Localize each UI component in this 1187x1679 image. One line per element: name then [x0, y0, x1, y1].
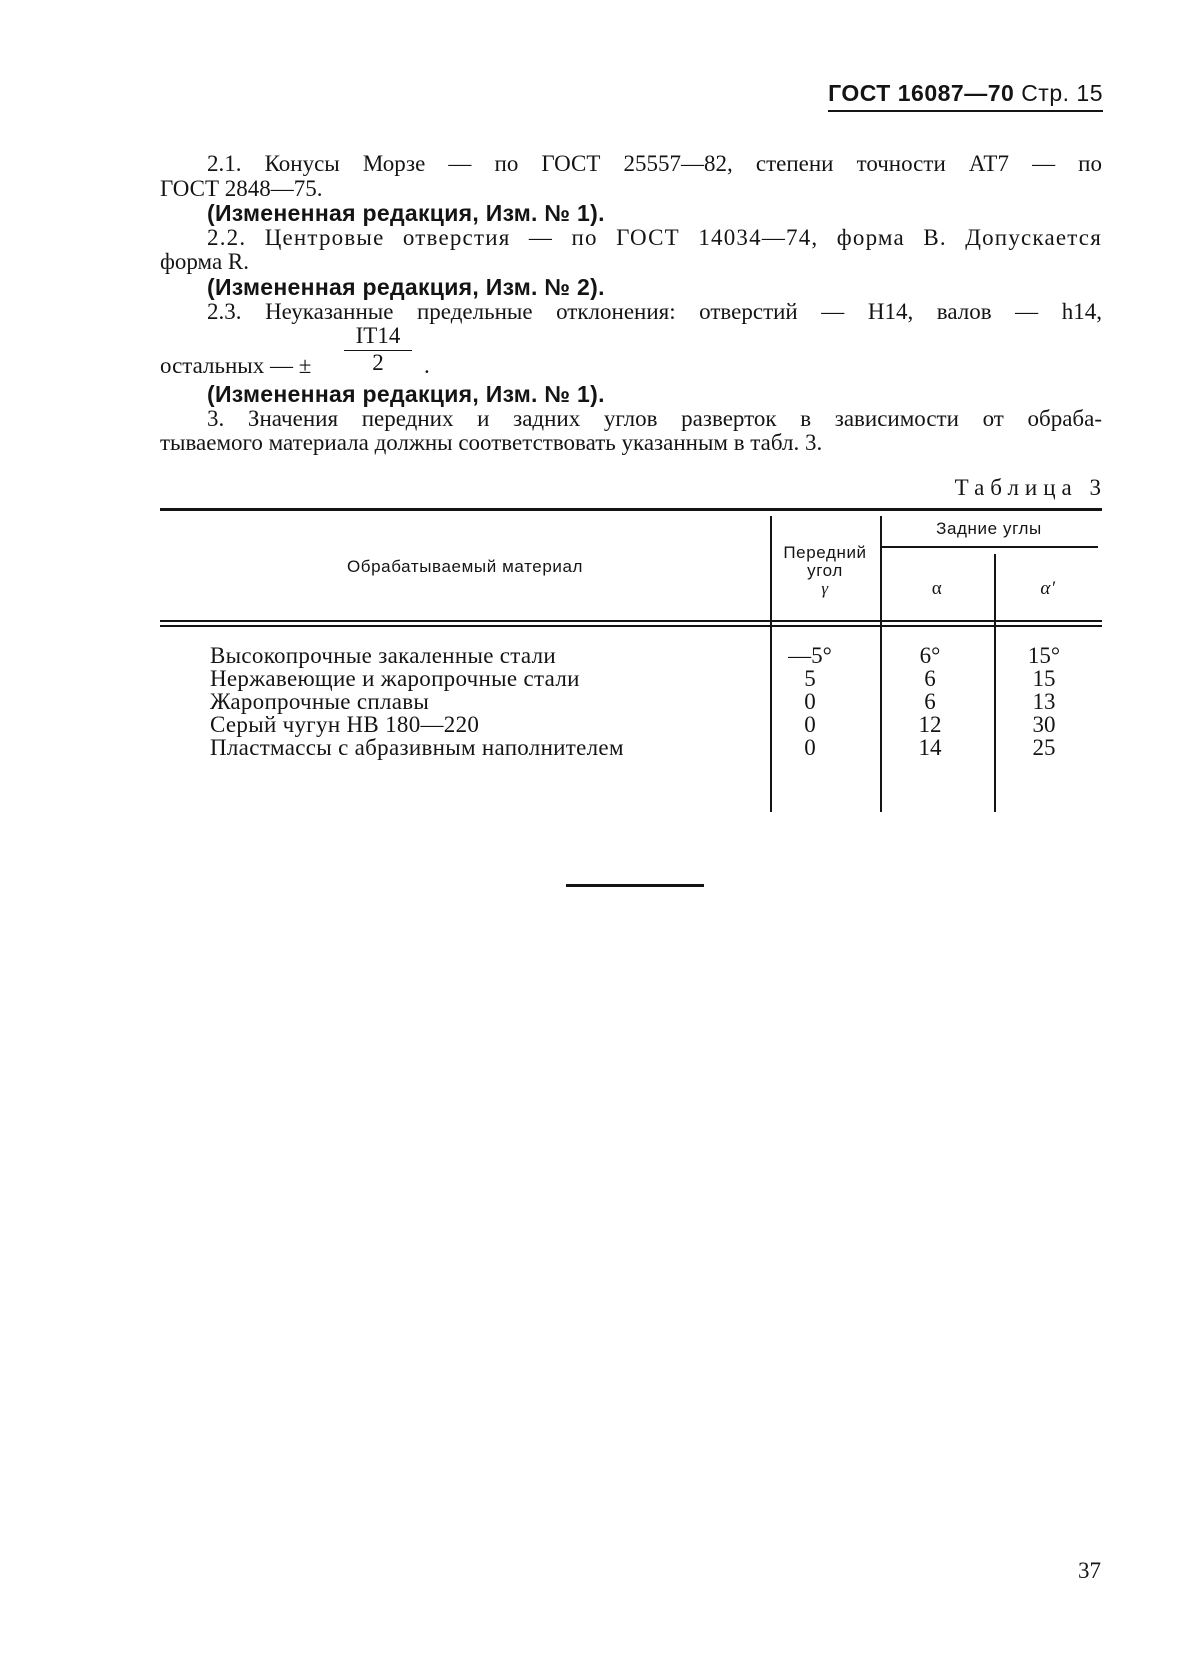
header-gamma-symbol: γ: [821, 579, 829, 598]
paragraph-2-1-line-2: ГОСТ 2848—75.: [160, 175, 323, 201]
header-material: Обрабатываемый материал: [346, 557, 584, 576]
row-material: Нержавеющие и жаропрочные стали: [210, 666, 580, 691]
body-text: [160, 152, 1102, 456]
row-material: Пластмассы с абразивным наполнителем: [210, 735, 624, 760]
table-row: [160, 644, 1102, 668]
header-alpha: α: [931, 578, 943, 599]
angles-table: [160, 508, 1102, 812]
end-rule: [566, 884, 704, 887]
row-alpha: 14: [918, 735, 942, 760]
standard-number: ГОСТ 16087—70: [828, 80, 1015, 106]
header-rule-2: [160, 625, 1102, 627]
table-top-rule: [160, 508, 1102, 511]
page-header: [828, 80, 1103, 112]
header-back-angles: Задние углы: [936, 519, 1042, 538]
amendment-note-1: (Измененная редакция, Изм. № 1).: [207, 200, 605, 227]
amendment-note-2: (Измененная редакция, Изм. № 2).: [207, 273, 605, 300]
fraction: [344, 324, 412, 375]
paragraph-3-line-1: 3. Значения передних и задних углов разверток в зависимости от обраба-: [207, 405, 1102, 431]
paragraph-2-1-line-1: 2.1. Конусы Морзе — по ГОСТ 25557—82, степени точности АТ7 — по: [207, 151, 1102, 176]
header-front-angle: [770, 544, 880, 598]
fraction-denominator: 2: [372, 349, 384, 375]
paragraph-2-3-line-1: 2.3. Неуказанные предельные отклонения: отверстий — Н14, валов — h14,: [207, 298, 1102, 324]
row-material: Жаропрочные сплавы: [210, 689, 430, 714]
back-angles-rule: [880, 546, 1098, 548]
header-front-angle-line-2: угол: [807, 561, 843, 580]
row-gamma: —5°: [788, 643, 832, 668]
paragraph-2-2-line-2: форма R.: [160, 249, 250, 275]
amendment-note-3: (Измененная редакция, Изм. № 1).: [207, 381, 605, 408]
row-material: Серый чугун НВ 180—220: [210, 712, 480, 737]
paragraph-3-line-2: тываемого материала должны соответствовать указанным в табл. 3.: [160, 430, 823, 456]
row-alpha-prime: 15°: [1027, 643, 1061, 668]
formula-period: .: [424, 353, 430, 379]
page-number: 37: [1078, 1558, 1101, 1583]
row-alpha-prime: 13: [1032, 689, 1056, 714]
row-alpha-prime: 25: [1032, 735, 1056, 760]
row-gamma: 0: [804, 689, 816, 714]
row-material: Высокопрочные закаленные стали: [210, 643, 556, 668]
table-row: [160, 713, 1102, 737]
row-alpha: 6: [924, 689, 936, 714]
paragraph-2-2-line-1: 2.2. Центровые отверстия — по ГОСТ 14034—74, форма В. Допускается: [207, 224, 1102, 250]
formula-label: остальных — ±: [160, 353, 312, 379]
row-alpha: 6: [924, 666, 936, 691]
row-alpha: 12: [918, 712, 942, 737]
table-row: [160, 667, 1102, 691]
header-front-angle-line-1: Передний: [783, 543, 867, 562]
row-gamma: 0: [804, 735, 816, 760]
table-row: [160, 736, 1102, 760]
row-gamma: 5: [804, 666, 816, 691]
header-rule-1: [160, 620, 1102, 622]
table-caption: Таблица 3: [954, 475, 1107, 500]
row-alpha: 6°: [919, 643, 941, 668]
row-alpha-prime: 15: [1032, 666, 1056, 691]
table-row: [160, 690, 1102, 714]
fraction-numerator: IT14: [344, 324, 412, 351]
header-alpha-prime: α′: [1040, 578, 1056, 599]
page-label: Стр. 15: [1021, 80, 1103, 106]
row-gamma: 0: [804, 712, 816, 737]
tolerance-formula: [160, 324, 1102, 382]
row-alpha-prime: 30: [1032, 712, 1056, 737]
